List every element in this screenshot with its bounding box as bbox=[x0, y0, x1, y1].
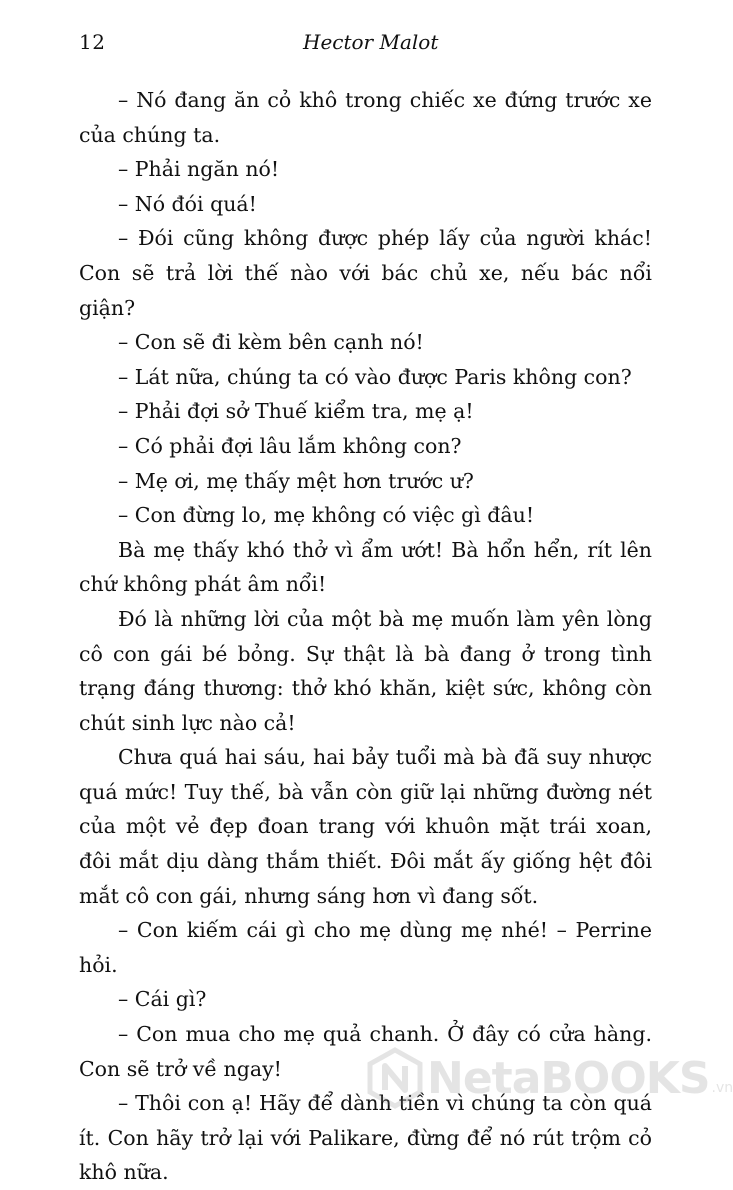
paragraph: – Con đừng lo, mẹ không có việc gì đâu! bbox=[118, 503, 535, 528]
watermark bbox=[367, 1042, 733, 1114]
paragraph: – Con sẽ đi kèm bên cạnh nó! bbox=[118, 330, 424, 355]
paragraph: – Có phải đợi lâu lắm không con? bbox=[118, 433, 462, 458]
page-number: 12 bbox=[79, 30, 106, 54]
paragraph: – Con kiếm cái gì cho mẹ dùng mẹ nhé! – Perrine hỏi. bbox=[79, 918, 652, 977]
watermark-brand: NetaBOOKS bbox=[427, 1052, 710, 1104]
paragraph: – Phải ngăn nó! bbox=[118, 157, 280, 182]
paragraph: – Cái gì? bbox=[118, 987, 207, 1012]
paragraph: Bà mẹ thấy khó thở vì ẩm ướt! Bà hổn hển, rít lên chứ không phát âm nổi! bbox=[79, 537, 652, 597]
paragraph: – Con mua cho mẹ quả chanh. Ở đây có cửa hàng. Con sẽ trở về ngay! bbox=[79, 1022, 652, 1081]
paragraph: – Nó đói quá! bbox=[118, 191, 257, 216]
paragraph: – Đói cũng không được phép lấy của người khác! Con sẽ trả lời thế nào với bác chủ xe, nếu bác nổi giận? bbox=[79, 226, 652, 320]
running-head-author: Hector Malot bbox=[303, 30, 439, 54]
watermark-suffix: .vn bbox=[711, 1080, 733, 1096]
body-text bbox=[79, 83, 652, 1190]
netabooks-logo-icon bbox=[367, 1048, 423, 1108]
paragraph: Đó là những lời của một bà mẹ muốn làm yên lòng cô con gái bé bỏng. Sự thật là bà đang ở trong tình trạng đáng thương: thở khó khăn, kiệt sức, không còn chút sinh lực nào cả! bbox=[79, 606, 652, 735]
page-header bbox=[79, 30, 642, 60]
paragraph: – Phải đợi sở Thuế kiểm tra, mẹ ạ! bbox=[118, 399, 474, 424]
paragraph: Chưa quá hai sáu, hai bảy tuổi mà bà đã suy nhược quá mức! Tuy thế, bà vẫn còn giữ lại những đường nét của một vẻ đẹp đoan trang với khuôn mặt trái xoan, đôi mắt dịu dàng thắm thiết. Đôi mắt ấy giống hệt đôi mắt cô con gái, nhưng sáng hơn vì đang sốt. bbox=[79, 745, 652, 908]
paragraph: – Nó đang ăn cỏ khô trong chiếc xe đứng trước xe của chúng ta. bbox=[79, 88, 652, 147]
paragraph: – Thôi con ạ! Hãy để dành tiền vì chúng ta còn quá ít. Con hãy trở lại với Palikare, đừng để nó rút trộm cỏ khô nữa. bbox=[79, 1091, 652, 1185]
paragraph: – Mẹ ơi, mẹ thấy mệt hơn trước ư? bbox=[118, 468, 474, 493]
paragraph: – Lát nữa, chúng ta có vào được Paris không con? bbox=[118, 364, 632, 389]
